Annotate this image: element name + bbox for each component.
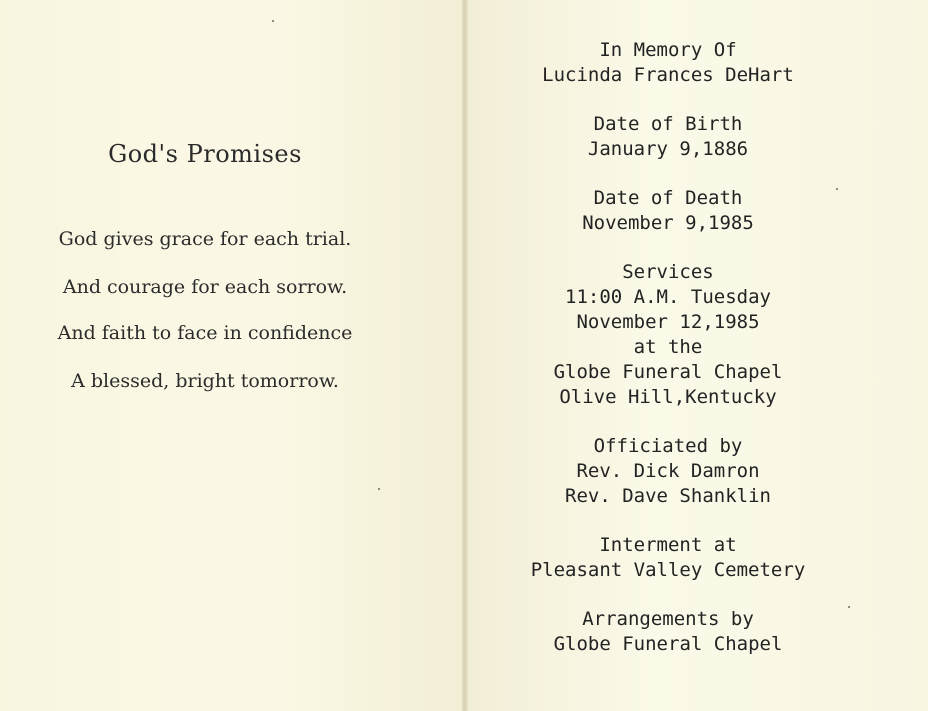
poem-line-1: God gives grace for each trial. — [58, 228, 352, 250]
paper-speck — [378, 488, 380, 490]
cemetery-name: Pleasant Valley Cemetery — [530, 559, 806, 581]
arrangements-label: Arrangements by — [582, 608, 754, 630]
deceased-name: Lucinda Frances DeHart — [542, 64, 794, 86]
paper-speck — [272, 20, 274, 22]
poem-title: God's Promises — [108, 140, 302, 168]
obituary-panel — [468, 0, 928, 711]
interment-label: Interment at — [599, 534, 737, 556]
birth-label: Date of Birth — [593, 113, 743, 135]
officiated-label: Officiated by — [593, 435, 743, 457]
birth-date: January 9,1886 — [587, 138, 749, 160]
services-date: November 12,1985 — [576, 311, 760, 333]
paper-speck — [836, 188, 838, 190]
services-label: Services — [622, 261, 714, 283]
poem-line-4: A blessed, bright tomorrow. — [71, 370, 339, 392]
death-date: November 9,1985 — [582, 212, 754, 234]
poem-line-3: And faith to face in confidence — [57, 322, 353, 344]
memory-heading: In Memory Of — [599, 39, 737, 61]
poem-panel — [0, 0, 462, 711]
services-location: Olive Hill,Kentucky — [559, 386, 777, 408]
arrangements-by: Globe Funeral Chapel — [553, 633, 783, 655]
officiant-2: Rev. Dave Shanklin — [565, 485, 771, 507]
death-label: Date of Death — [593, 187, 743, 209]
services-at: at the — [633, 336, 703, 358]
services-time: 11:00 A.M. Tuesday — [565, 286, 771, 308]
services-place: Globe Funeral Chapel — [553, 361, 783, 383]
officiant-1: Rev. Dick Damron — [576, 460, 760, 482]
paper-speck — [848, 606, 850, 608]
poem-line-2: And courage for each sorrow. — [62, 276, 348, 298]
